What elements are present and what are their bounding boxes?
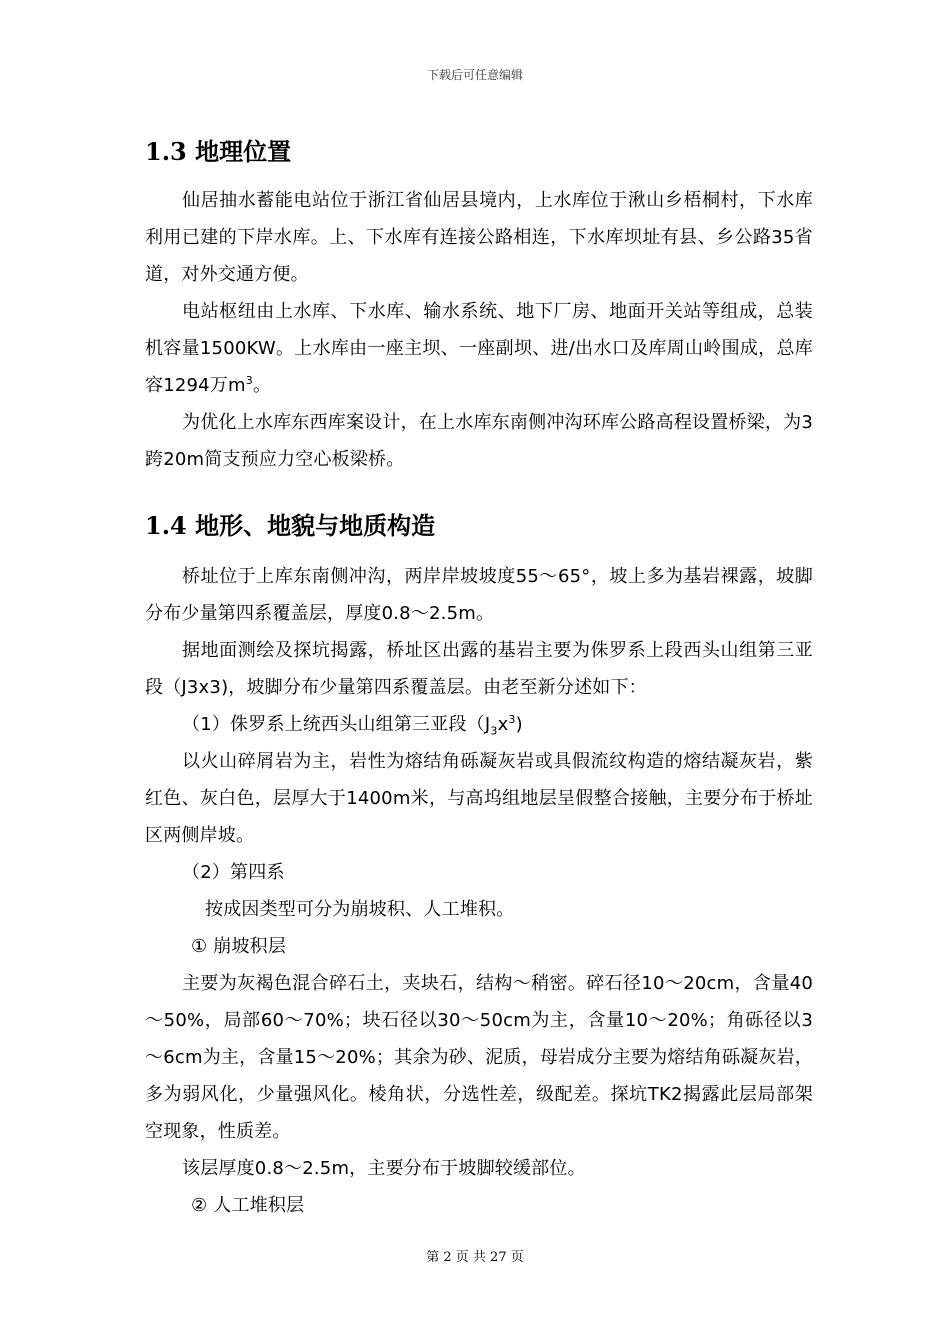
- superscript-3: 3: [245, 374, 253, 387]
- paragraph-location-1: 仙居抽水蓄能电站位于浙江省仙居县境内，上水库位于湫山乡梧桐村，下水库利用已建的下岸水库。上、下水库有连接公路相连，下水库坝址有县、乡公路35省道，对外交通方便。: [145, 190, 813, 285]
- page-footer: 第 2 页 共 27 页: [426, 1250, 524, 1265]
- paragraph-location-2: [145, 293, 813, 404]
- item-2-body: 按成因类型可分为崩坡积、人工堆积。: [205, 899, 515, 920]
- section-title-1-4: 1.4 地形、地貌与地质构造: [145, 511, 436, 540]
- paragraph-terrain-2: 据地面测绘及探坑揭露，桥址区出露的基岩主要为侏罗系上段西头山组第三亚段（J3x3)，坡脚分布少量第四系覆盖层。由老至新分述如下：: [145, 640, 813, 698]
- sub-item-1-thickness: 该层厚度0.8～2.5m，主要分布于坡脚较缓部位。: [182, 1158, 586, 1179]
- sub-item-1-body: 主要为灰褐色混合碎石土，夹块石，结构～稍密。碎石径10～20cm，含量40～50%，局部60～70%；块石径以30～50cm为主，含量10～20%；角砾径以3～6cm为主，含量15～20%；其余为砂、泥质，母岩成分主要为熔结角砾凝灰岩，多为弱风化，少量强风化。棱角状，分选性差，级配差。探坑TK2揭露此层局部架空现象，性质差。: [145, 973, 813, 1142]
- section-title-1-3: 1.3 地理位置: [145, 137, 292, 166]
- sub-item-1-title: ① 崩坡积层: [191, 936, 287, 957]
- item-1-prefix: （1）侏罗系上统西头山组第三亚段（J: [182, 714, 491, 735]
- period: 。: [252, 375, 272, 396]
- sub-item-2-title: ② 人工堆积层: [191, 1195, 305, 1216]
- page-content: [145, 128, 813, 1224]
- item-1-body: 以火山碎屑岩为主，岩性为熔结角砾凝灰岩或具假流纹构造的熔结凝灰岩，紫红色、灰白色，层厚大于1400m米，与高坞组地层呈假整合接触，主要分布于桥址区两侧岸坡。: [145, 751, 813, 846]
- item-2-title: （2）第四系: [182, 862, 285, 883]
- page-header: 下载后可任意编辑: [426, 68, 523, 82]
- item-1-title: [145, 706, 813, 743]
- paragraph-location-3: 为优化上水库东西库案设计，在上水库东南侧冲沟环库公路高程设置桥梁，为3跨20m简支预应力空心板梁桥。: [145, 412, 813, 470]
- item-1-subscript: 3: [490, 724, 498, 738]
- item-1-superscript: 3: [508, 713, 516, 726]
- paragraph-location-2-text: 电站枢纽由上水库、下水库、输水系统、地下厂房、地面开关站等组成，总装机容量1500KW。上水库由一座主坝、一座副坝、进/出水口及库周山岭围成，总库容1294万m: [145, 301, 813, 396]
- paragraph-terrain-1: 桥址位于上库东南侧冲沟，两岸岸坡坡度55～65°，坡上多为基岩裸露，坡脚分布少量第四系覆盖层，厚度0.8～2.5m。: [145, 566, 813, 624]
- item-1-mid: x: [497, 714, 509, 735]
- item-1-suffix: ): [515, 714, 523, 735]
